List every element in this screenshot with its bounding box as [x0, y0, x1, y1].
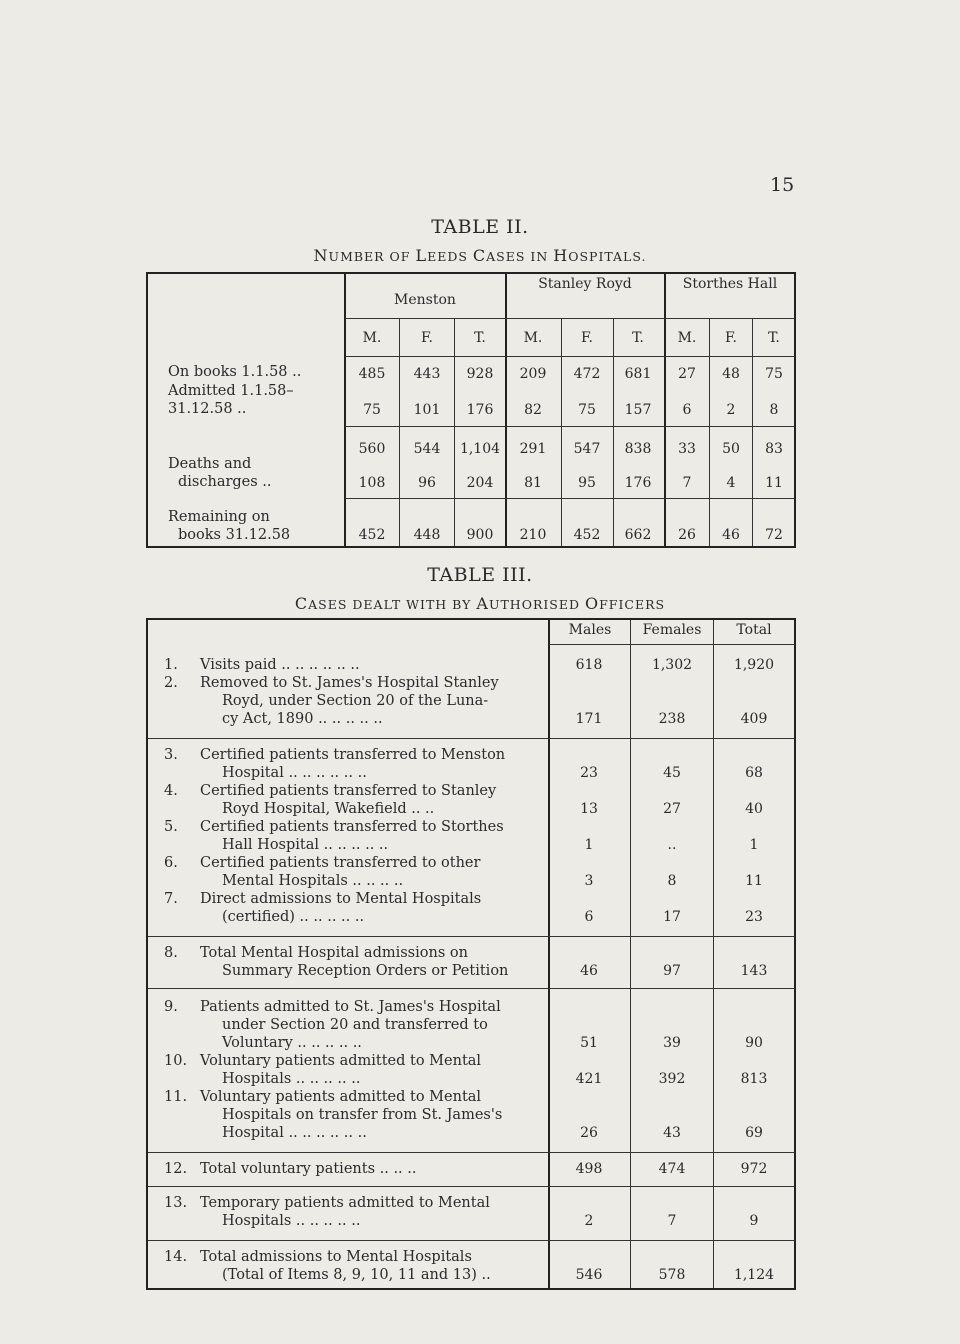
table3-cell: 7 [667, 1213, 677, 1229]
table3-cell: 9 [749, 1213, 759, 1229]
table3-item-text: Hospitals .. .. .. .. .. [222, 1213, 361, 1229]
table3-cell: 618 [575, 657, 603, 673]
table3-cell: 97 [663, 963, 681, 979]
table2-cell: 900 [466, 527, 494, 543]
table3-cell: 498 [575, 1161, 603, 1177]
table3-item-text: Summary Reception Orders or Petition [222, 963, 509, 979]
table3-cell: 68 [745, 765, 763, 781]
table2-cell: 452 [358, 527, 386, 543]
table2-cell: 448 [413, 527, 441, 543]
table2-cell: 1,104 [459, 441, 501, 457]
table3-item-number: 6. [164, 855, 178, 871]
table3-item-number: 1. [164, 657, 178, 673]
table2-cell: 72 [765, 527, 783, 543]
group-stanley-royd: Stanley Royd [538, 276, 632, 292]
table3-cell: 26 [580, 1125, 598, 1141]
table2-cell: 157 [624, 402, 652, 418]
table2-cell: 4 [726, 475, 736, 491]
table2-row-label: Admitted 1.1.58– [168, 383, 294, 399]
table3-item-text: Patients admitted to St. James's Hospital [200, 999, 501, 1015]
table2-cell: 101 [413, 402, 441, 418]
subheader-stanley-t: T. [632, 330, 644, 346]
table2-row-label: 31.12.58 .. [168, 401, 247, 417]
table3-cell: 13 [580, 801, 598, 817]
table2-cell: 46 [722, 527, 740, 543]
table2-cell: 26 [678, 527, 696, 543]
table2-cell: 7 [682, 475, 692, 491]
table2-cell: 6 [682, 402, 692, 418]
table2-row-label: Remaining on [168, 509, 270, 525]
table3-item-number: 14. [164, 1249, 188, 1265]
table3-subtitle: CASES DEALT WITH BY AUTHORISED OFFICERS [294, 594, 666, 613]
table2-cell: 81 [524, 475, 542, 491]
table3-cell: 46 [580, 963, 598, 979]
table3-cell: 578 [658, 1267, 686, 1283]
table2-cell: 75 [578, 402, 596, 418]
table3-cell: 17 [663, 909, 681, 925]
table3-item-number: 8. [164, 945, 178, 961]
table2-cell: 27 [678, 366, 696, 382]
table2-row-label: books 31.12.58 [178, 527, 291, 543]
table2-cell: 291 [519, 441, 547, 457]
table2-cell: 443 [413, 366, 441, 382]
table2-cell: 2 [726, 402, 736, 418]
subheader-stanley-m: M. [523, 330, 543, 346]
table3-item-text: Hospital .. .. .. .. .. .. [222, 765, 367, 781]
table2-cell: 176 [624, 475, 652, 491]
table3-cell: 8 [667, 873, 677, 889]
table2-cell: 209 [519, 366, 547, 382]
table2-cell: 452 [573, 527, 601, 543]
table3-cell: 69 [745, 1125, 763, 1141]
table3-cell: 1 [749, 837, 759, 853]
table3-item-text: Hospitals on transfer from St. James's [222, 1107, 503, 1123]
table3-item-text: Voluntary .. .. .. .. .. [222, 1035, 362, 1051]
table2-cell: 560 [358, 441, 386, 457]
table3-cell: 409 [740, 711, 768, 727]
table3-item-text: Mental Hospitals .. .. .. .. [222, 873, 404, 889]
table3-item-text: (Total of Items 8, 9, 10, 11 and 13) .. [222, 1267, 491, 1283]
table3-cell: 1,920 [733, 657, 775, 673]
table3-item-number: 2. [164, 675, 178, 691]
table3-title: TABLE III. [427, 564, 533, 586]
table3-cell: 474 [658, 1161, 686, 1177]
table3-item-number: 13. [164, 1195, 188, 1211]
table2-title: TABLE II. [431, 216, 529, 238]
table3-cell: 23 [580, 765, 598, 781]
table2-cell: 96 [418, 475, 436, 491]
table3-item-text: Total voluntary patients .. .. .. [200, 1161, 417, 1177]
subheader-menston-m: M. [362, 330, 382, 346]
table3-cell: 143 [740, 963, 768, 979]
table3-cell: 51 [580, 1035, 598, 1051]
table3-item-text: Temporary patients admitted to Mental [200, 1195, 490, 1211]
table3-cell: 27 [663, 801, 681, 817]
table3-item-text: Hospitals .. .. .. .. .. [222, 1071, 361, 1087]
table3-cell: 6 [584, 909, 594, 925]
table3-cell: 3 [584, 873, 594, 889]
table3-item-text: Certified patients transferred to other [200, 855, 481, 871]
table3-cell: 813 [740, 1071, 768, 1087]
table3-cell: 972 [740, 1161, 768, 1177]
table2-cell: 928 [466, 366, 494, 382]
table3-cell: 1,124 [733, 1267, 775, 1283]
table2-row-label: Deaths and [168, 456, 252, 472]
table3-item-number: 7. [164, 891, 178, 907]
header-total: Total [736, 622, 772, 638]
table3-cell: 40 [745, 801, 763, 817]
table3-cell: 171 [575, 711, 603, 727]
table3-item-number: 11. [164, 1089, 188, 1105]
table3-cell: 546 [575, 1267, 603, 1283]
table2-cell: 204 [466, 475, 494, 491]
table3-cell: 23 [745, 909, 763, 925]
table3-item-text: Voluntary patients admitted to Mental [200, 1053, 482, 1069]
table3-item-number: 12. [164, 1161, 188, 1177]
table3-item-text: Royd Hospital, Wakefield .. .. [222, 801, 435, 817]
table3-item-text: Hall Hospital .. .. .. .. .. [222, 837, 389, 853]
table3-cell: .. [667, 837, 677, 853]
table2-cell: 8 [769, 402, 779, 418]
table3-cell: 39 [663, 1035, 681, 1051]
table3-item-number: 5. [164, 819, 178, 835]
table3-cell: 238 [658, 711, 686, 727]
table2-cell: 95 [578, 475, 596, 491]
page-number: 15 [770, 174, 795, 196]
subheader-storthes-t: T. [768, 330, 780, 346]
table3-cell: 421 [575, 1071, 603, 1087]
table3-item-number: 3. [164, 747, 178, 763]
table2-cell: 838 [624, 441, 652, 457]
group-storthes-hall: Storthes Hall [682, 276, 778, 292]
table3-item-number: 10. [164, 1053, 188, 1069]
table3-item-text: Voluntary patients admitted to Mental [200, 1089, 482, 1105]
table3-cell: 2 [584, 1213, 594, 1229]
subheader-stanley-f: F. [581, 330, 593, 346]
table3-item-text: Direct admissions to Mental Hospitals [200, 891, 482, 907]
table2-cell: 472 [573, 366, 601, 382]
table2-cell: 33 [678, 441, 696, 457]
subheader-storthes-f: F. [725, 330, 737, 346]
table2-row-label: On books 1.1.58 .. [168, 364, 302, 380]
table2-cell: 83 [765, 441, 783, 457]
table3-item-text: Removed to St. James's Hospital Stanley [200, 675, 499, 691]
table2-cell: 547 [573, 441, 601, 457]
table3-cell: 43 [663, 1125, 681, 1141]
subheader-storthes-m: M. [677, 330, 697, 346]
header-males: Males [568, 622, 612, 638]
table2-row-label: discharges .. [178, 474, 272, 490]
table3-item-text: Visits paid .. .. .. .. .. .. [200, 657, 360, 673]
table2-cell: 176 [466, 402, 494, 418]
group-menston: Menston [394, 292, 456, 308]
subheader-menston-f: F. [421, 330, 433, 346]
table2-subtitle: NUMBER OF LEEDS CASES IN HOSPITALS. [313, 246, 647, 265]
table3-item-text: Certified patients transferred to Stanley [200, 783, 497, 799]
header-females: Females [642, 622, 702, 638]
table2-cell: 108 [358, 475, 386, 491]
subheader-menston-t: T. [474, 330, 486, 346]
table2-cell: 662 [624, 527, 652, 543]
table3-cell: 90 [745, 1035, 763, 1051]
table3-item-text: Hospital .. .. .. .. .. .. [222, 1125, 367, 1141]
table2-cell: 75 [363, 402, 381, 418]
table3-cell: 45 [663, 765, 681, 781]
table3-cell: 1 [584, 837, 594, 853]
table3-cell: 392 [658, 1071, 686, 1087]
table3-item-text: Total admissions to Mental Hospitals [200, 1249, 472, 1265]
table2-cell: 681 [624, 366, 652, 382]
table3-item-text: cy Act, 1890 .. .. .. .. .. [222, 711, 383, 727]
table2-cell: 210 [519, 527, 547, 543]
table3-item-number: 4. [164, 783, 178, 799]
table2-cell: 75 [765, 366, 783, 382]
table3-item-text: Certified patients transferred to Storthes [200, 819, 504, 835]
table2-cell: 485 [358, 366, 386, 382]
table3-item-text: Royd, under Section 20 of the Luna- [222, 693, 489, 709]
table3-item-text: (certified) .. .. .. .. .. [222, 909, 365, 925]
table2-cell: 82 [524, 402, 542, 418]
table3-item-text: under Section 20 and transferred to [222, 1017, 488, 1033]
table2-cell: 11 [765, 475, 783, 491]
table3-item-text: Certified patients transferred to Menston [200, 747, 506, 763]
table3-cell: 1,302 [651, 657, 693, 673]
table2-cell: 544 [413, 441, 441, 457]
table3-cell: 11 [745, 873, 763, 889]
table3-item-number: 9. [164, 999, 178, 1015]
table2-cell: 50 [722, 441, 740, 457]
table3-item-text: Total Mental Hospital admissions on [200, 945, 468, 961]
table2-cell: 48 [722, 366, 740, 382]
